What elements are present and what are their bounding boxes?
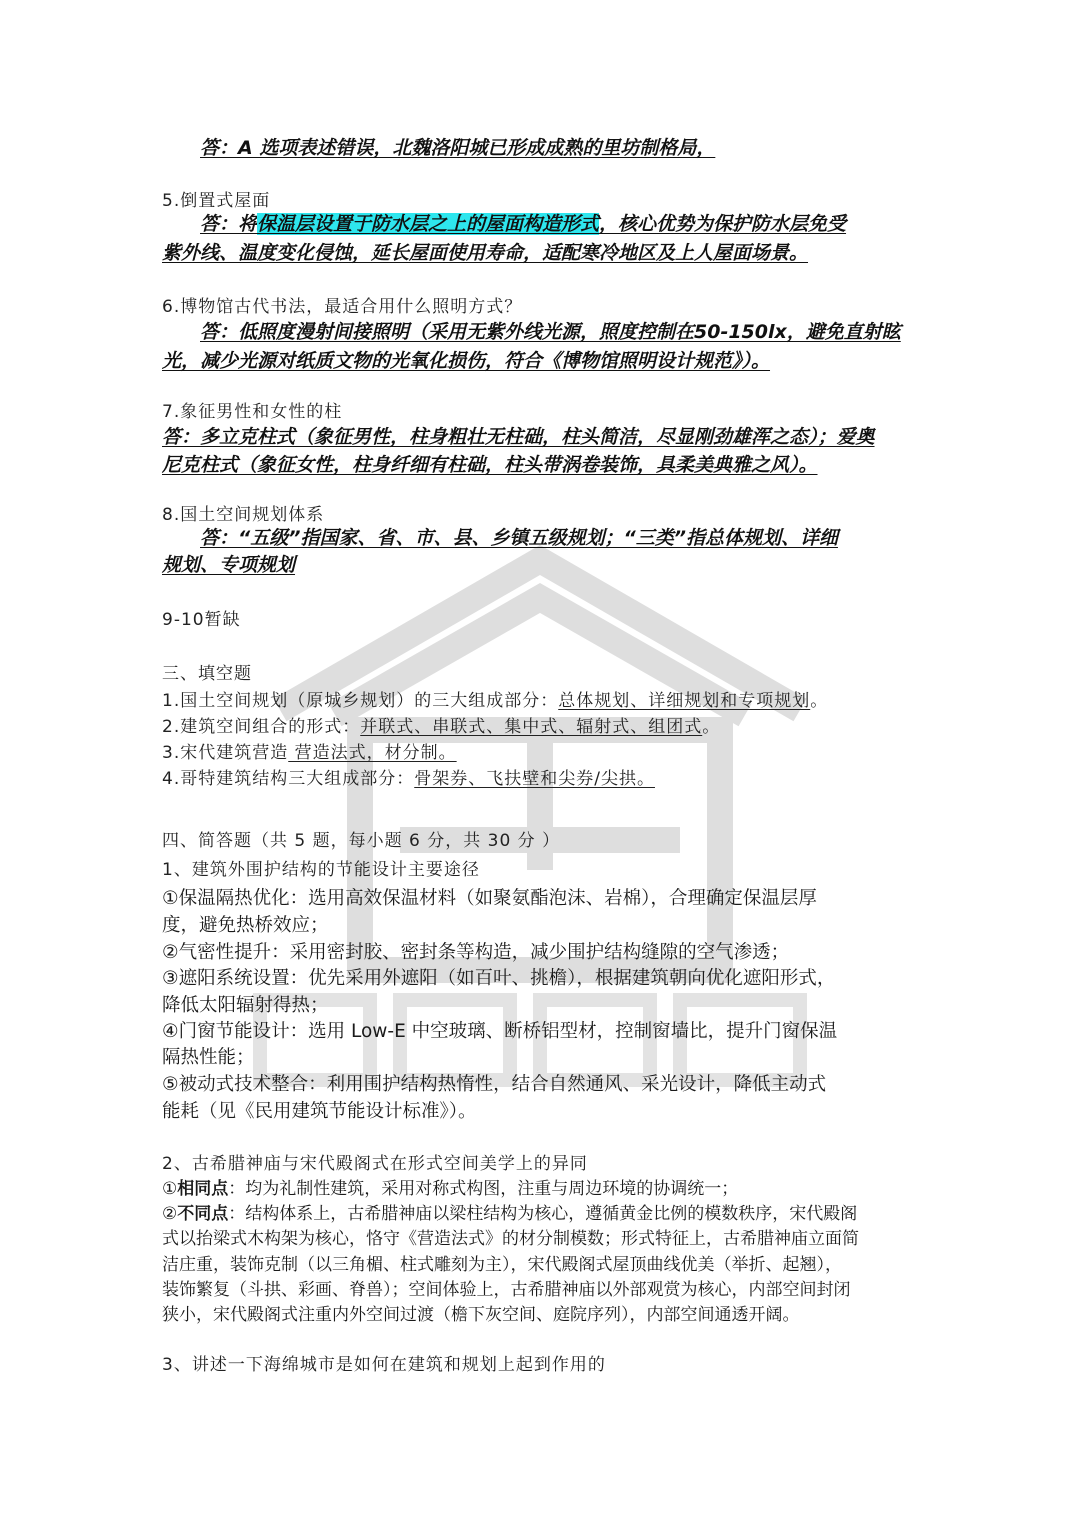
fill-item-4-answer: 骨架券、飞扶壁和尖券/尖拱。 (414, 769, 655, 789)
answer-6-line-1: 答：低照度漫射间接照明（采用无紫外线光源，照度控制在50-150lx，避免直射眩 (200, 321, 901, 343)
q2-same-line (162, 1174, 738, 1199)
answer-5-line-1 (200, 209, 846, 236)
fill-item-1-prefix: 1.国土空间规划（原城乡规划）的三大组成部分： (162, 691, 559, 711)
answer-5-prefix: 答：将 (200, 213, 258, 235)
answer-6-line-2: 光，减少光源对纸质文物的光氧化损伤，符合《博物馆照明设计规范》）。 (162, 350, 771, 372)
question-6: 6.博物馆古代书法，最适合用什么照明方式？ (162, 297, 523, 317)
answer-8-line-2: 规划、专项规划 (162, 554, 296, 576)
q1-line-5: 降低太阳辐射得热； (162, 995, 329, 1016)
q1-line-2: 度，避免热桥效应； (162, 915, 329, 936)
q2-diff-label: 不同点 (177, 1204, 229, 1224)
fill-item-2 (162, 712, 720, 737)
fill-item-2-answer: 并联式、串联式、集中式、辐射式、组团式 (360, 717, 703, 737)
fill-item-4-prefix: 4.哥特建筑结构三大组成部分： (162, 769, 415, 789)
answer-5-line-2: 紫外线、温度变化侵蚀，延长屋面使用寿命，适配寒冷地区及上人屋面场景。 (162, 242, 809, 264)
q2-line-5: 装饰繁复（斗拱、彩画、脊兽）；空间体验上，古希腊神庙以外部观赏为核心，内部空间封闭 (162, 1280, 851, 1300)
fill-item-3-prefix: 3.宋代建筑营造 (162, 743, 289, 763)
fill-item-2-suffix: 。 (702, 717, 721, 737)
fill-section-title: 三、填空题 (162, 664, 252, 684)
q2-same-prefix: ① (162, 1179, 178, 1199)
short-section-title: 四、简答题（共 5 题，每小题 6 分，共 30 分 ） (162, 831, 561, 851)
q1-line-1: ①保温隔热优化：选用高效保温材料（如聚氨酯泡沫、岩棉），合理确定保温层厚 (162, 888, 817, 909)
fill-item-1-answer: 总体规划、详细规划和专项规划 (558, 691, 811, 711)
q2-diff-text: ：结构体系上，古希腊神庙以梁柱结构为核心，遵循黄金比例的模数秩序，宋代殿阁 (228, 1204, 858, 1224)
q2-line-6: 狭小，宋代殿阁式注重内外空间过渡（檐下灰空间、庭院序列），内部空间通透开阔。 (162, 1305, 800, 1325)
answer-4-line: 答：A 选项表述错误，北魏洛阳城已形成成熟的里坊制格局， (200, 137, 716, 159)
question-5: 5.倒置式屋面 (162, 191, 271, 211)
fill-item-4 (162, 764, 655, 789)
q2-line-3: 式以抬梁式木构架为核心，恪守《营造法式》的材分制模数；形式特征上，古希腊神庙立面简 (162, 1229, 859, 1249)
short-question-1: 1、建筑外围护结构的节能设计主要途径 (162, 860, 480, 880)
fill-item-1-suffix: 。 (810, 691, 829, 711)
q2-diff-line (162, 1199, 857, 1224)
answer-5-highlight: 保温层设置于防水层之上的屋面构造形式 (257, 213, 600, 235)
q1-line-4: ③遮阳系统设置：优先采用外遮阳（如百叶、挑檐），根据建筑朝向优化遮阳形式， (162, 968, 836, 989)
question-8: 8.国土空间规划体系 (162, 505, 325, 525)
q1-line-7: 隔热性能； (162, 1047, 255, 1068)
q1-line-6: ④门窗节能设计：选用 Low-E 中空玻璃、断桥铝型材，控制窗墙比，提升门窗保温 (162, 1021, 838, 1042)
fill-item-3 (162, 738, 457, 763)
short-question-2: 2、古希腊神庙与宋代殿阁式在形式空间美学上的异同 (162, 1154, 588, 1174)
answer-7-line-1: 答：多立克柱式（象征男性，柱身粗壮无柱础，柱头简洁，尽显刚劲雄浑之态）；爱奥 (162, 426, 875, 448)
q2-same-label: 相同点 (177, 1179, 229, 1199)
q2-line-4: 洁庄重，装饰克制（以三角楣、柱式雕刻为主），宋代殿阁式屋顶曲线优美（举折、起翘）， (162, 1255, 842, 1275)
q1-line-3: ②气密性提升：采用密封胶、密封条等构造，减少围护结构缝隙的空气渗透； (162, 942, 790, 963)
q2-same-text: ：均为礼制性建筑，采用对称式构图，注重与周边环境的协调统一； (228, 1179, 739, 1199)
q1-line-8: ⑤被动式技术整合：利用围护结构热惰性，结合自然通风、采光设计，降低主动式 (162, 1074, 827, 1095)
q2-diff-prefix: ② (162, 1204, 178, 1224)
fill-item-2-prefix: 2.建筑空间组合的形式： (162, 717, 361, 737)
fill-item-3-answer: 营造法式，材分制。 (288, 743, 457, 763)
answer-8-line-1: 答：“五级”指国家、省、市、县、乡镇五级规划；“三类”指总体规划、详细 (200, 527, 838, 549)
fill-item-1 (162, 686, 828, 711)
question-7: 7.象征男性和女性的柱 (162, 402, 343, 422)
short-question-3: 3、讲述一下海绵城市是如何在建筑和规划上起到作用的 (162, 1355, 606, 1375)
answer-7-line-2: 尼克柱式（象征女性，柱身纤细有柱础，柱头带涡卷装饰，具柔美典雅之风）。 (162, 454, 818, 476)
questions-9-10-note: 9-10暂缺 (162, 610, 241, 630)
q1-line-9: 能耗（见《民用建筑节能设计标准》）。 (162, 1101, 477, 1122)
answer-5-rest: ，核心优势为保护防水层免受 (599, 213, 847, 235)
